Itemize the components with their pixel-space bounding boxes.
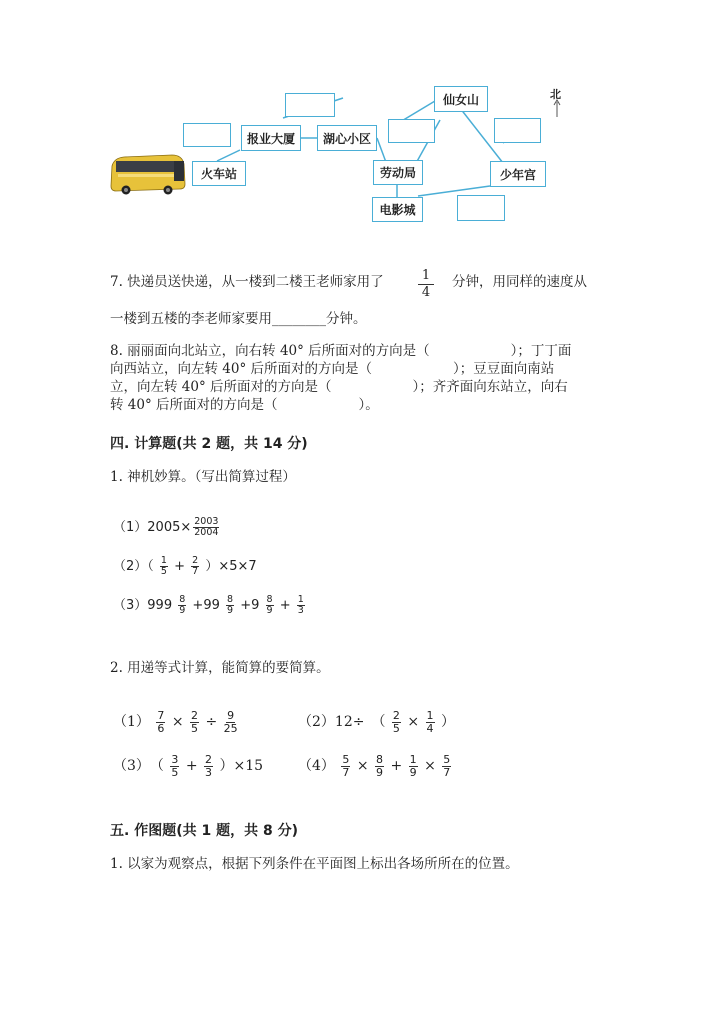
q8-line2: 向西站立，向左转 40° 后所面对的方向是（ ）；豆豆面向南站 [110,361,555,377]
q8-line3: 立，向左转 40° 后所面对的方向是（ ）；齐齐面向东站立，向右 [110,379,568,395]
place-shaonian: 少年宫 [490,161,546,187]
section4-title: 四. 计算题(共 2 题，共 14 分) [110,436,308,452]
q8-line1: 8. 丽丽面向北站立，向右转 40° 后所面对的方向是（ ）；丁丁面 [110,343,572,359]
map-lines [100,78,580,228]
north-label: 北 [550,88,561,101]
q7-prefix: 7. 快递员送快递，从一楼到二楼王老师家用了 [110,274,384,290]
place-laodong: 劳动局 [373,160,423,185]
q7-suffix: 分钟，用同样的速度从 [452,274,587,290]
q7-line2: 一楼到五楼的李老师家要用________分钟。 [110,311,367,327]
line-huoche-baoye [217,150,240,161]
s4-q1-expr2: （2）（ $\frac{1}{5}$ + $\frac{2}{7}$ ）×5×7 [113,555,257,577]
s4-q1-expr3: （3）999 $\frac{8}{9}$ +99 $\frac{8}{9}$ +9 $\frac{8}{9}$ + $\frac{1}{3}$ [113,594,304,616]
s5-q1: 1. 以家为观察点，根据下列条件在平面图上标出各场所所在的位置。 [110,856,519,872]
blank-box-2[interactable] [285,93,335,117]
s4-q2-expr4: （4） $\frac{5}{7}$ × $\frac{8}{9}$ + $\frac{1}{9}$ × $\frac{5}{7}$ [298,753,451,779]
place-huoche: 火车站 [192,161,246,186]
place-huxin: 湖心小区 [317,125,377,151]
s4-q1-expr1: （1）2005× $\frac{2003}{2004}$ [113,516,219,538]
north-indicator [548,86,568,120]
s4-q1-title: 1. 神机妙算。（写出简算过程） [110,469,296,485]
bus-icon [108,154,186,196]
place-xiannv: 仙女山 [434,86,488,112]
place-dianying: 电影城 [372,197,423,222]
place-baoye: 报业大厦 [241,125,301,151]
s4-q2-expr2: （2）12÷ （ $\frac{2}{5}$ × $\frac{1}{4}$ ） [298,709,455,735]
blank-box-5[interactable] [457,195,505,221]
s4-q2-expr3: （3） （ $\frac{3}{5}$ + $\frac{2}{3}$ ）×15 [113,753,264,779]
q7-frac-den: 4 [421,285,431,301]
s4-q2-title: 2. 用递等式计算，能简算的要简算。 [110,660,330,676]
north-arrow-icon [551,99,563,119]
map-diagram [100,78,580,228]
blank-box-1[interactable] [183,123,231,147]
q7-line1 [110,274,384,290]
q7-frac-num: 1 [418,268,434,285]
q7-fraction [418,268,434,302]
blank-box-4[interactable] [494,118,541,143]
blank-box-3[interactable] [388,119,435,143]
q8-line4: 转 40° 后所面对的方向是（ ）。 [110,397,379,413]
section5-title: 五. 作图题(共 1 题，共 8 分) [110,823,298,839]
fraction: $\frac{2003}{2004}$ [194,516,219,538]
s4-q2-expr1: （1） $\frac{7}{6}$ × $\frac{2}{5}$ ÷ $\frac{9}{25}$ [113,709,238,735]
